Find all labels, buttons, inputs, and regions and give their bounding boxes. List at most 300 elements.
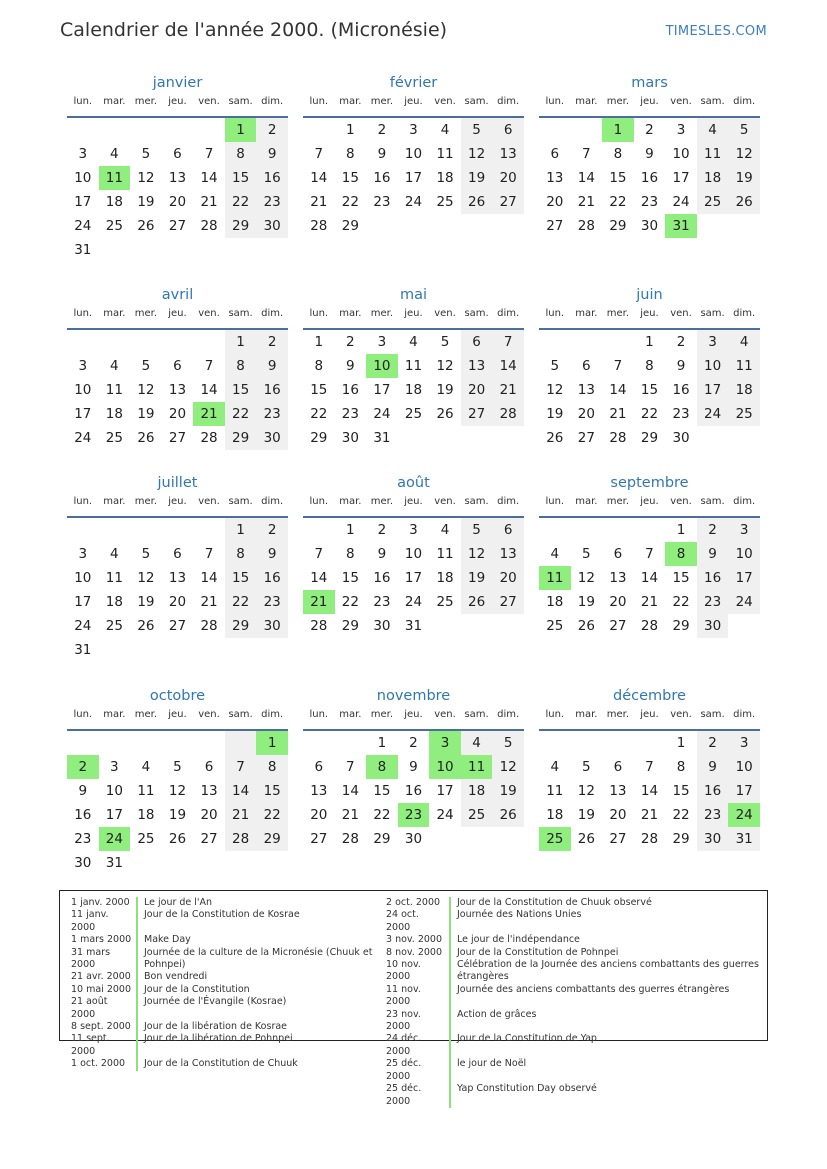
day-cell[interactable]: 31 <box>728 827 760 851</box>
day-cell[interactable]: 14 <box>640 783 659 799</box>
day-cell[interactable]: 29 <box>310 430 328 446</box>
day-cell[interactable]: 24 <box>74 430 92 446</box>
day-cell[interactable]: 20 <box>310 807 328 823</box>
day-cell[interactable]: 3 <box>728 731 760 755</box>
day-cell[interactable]: 10 <box>404 546 423 562</box>
day-cell[interactable]: 15 <box>373 783 391 799</box>
day-cell[interactable]: 10 <box>404 146 423 162</box>
day-cell[interactable]: 4 <box>110 146 119 162</box>
day-cell[interactable]: 17 <box>105 807 123 823</box>
day-cell[interactable]: 8 <box>225 142 257 166</box>
day-cell[interactable]: 24 <box>697 402 729 426</box>
day-cell[interactable]: 29 <box>225 614 257 638</box>
day-cell[interactable]: 18 <box>728 378 760 402</box>
day-cell[interactable]: 9 <box>346 358 355 374</box>
day-cell[interactable]: 13 <box>492 142 524 166</box>
day-cell[interactable]: 17 <box>672 170 690 186</box>
day-cell[interactable]: 20 <box>168 194 187 210</box>
day-cell[interactable]: 10 <box>728 755 760 779</box>
day-cell[interactable]: 12 <box>728 142 760 166</box>
holiday-day[interactable]: 1 <box>256 731 288 755</box>
day-cell[interactable]: 28 <box>577 218 595 234</box>
day-cell[interactable]: 26 <box>436 406 454 422</box>
day-cell[interactable]: 7 <box>613 358 623 374</box>
day-cell[interactable]: 2 <box>256 330 288 354</box>
day-cell[interactable]: 7 <box>204 546 214 562</box>
day-cell[interactable]: 10 <box>74 570 92 586</box>
day-cell[interactable]: 18 <box>105 594 123 610</box>
day-cell[interactable]: 27 <box>492 190 524 214</box>
day-cell[interactable]: 21 <box>200 594 218 610</box>
day-cell[interactable]: 16 <box>74 807 92 823</box>
day-cell[interactable]: 27 <box>168 618 187 634</box>
day-cell[interactable]: 9 <box>78 783 88 799</box>
day-cell[interactable]: 31 <box>74 242 92 258</box>
day-cell[interactable]: 5 <box>141 358 151 374</box>
day-cell[interactable]: 22 <box>341 194 359 210</box>
day-cell[interactable]: 26 <box>461 590 493 614</box>
day-cell[interactable]: 23 <box>256 402 288 426</box>
day-cell[interactable]: 17 <box>697 378 729 402</box>
day-cell[interactable]: 12 <box>137 170 155 186</box>
day-cell[interactable]: 7 <box>204 146 214 162</box>
day-cell[interactable]: 28 <box>640 831 659 847</box>
day-cell[interactable]: 6 <box>173 546 182 562</box>
day-cell[interactable]: 10 <box>74 170 92 186</box>
day-cell[interactable]: 18 <box>546 807 564 823</box>
day-cell[interactable]: 20 <box>461 378 493 402</box>
day-cell[interactable]: 29 <box>256 827 288 851</box>
day-cell[interactable]: 19 <box>492 779 524 803</box>
day-cell[interactable]: 23 <box>373 194 391 210</box>
day-cell[interactable]: 27 <box>310 831 328 847</box>
day-cell[interactable]: 18 <box>697 166 729 190</box>
day-cell[interactable]: 30 <box>341 430 359 446</box>
holiday-day[interactable]: 1 <box>225 118 257 142</box>
day-cell[interactable]: 9 <box>256 354 288 378</box>
day-cell[interactable]: 26 <box>137 618 155 634</box>
day-cell[interactable]: 27 <box>492 590 524 614</box>
day-cell[interactable]: 11 <box>436 546 454 562</box>
day-cell[interactable]: 3 <box>409 122 418 138</box>
day-cell[interactable]: 25 <box>728 402 760 426</box>
day-cell[interactable]: 15 <box>256 779 288 803</box>
day-cell[interactable]: 29 <box>609 218 627 234</box>
day-cell[interactable]: 5 <box>550 358 560 374</box>
day-cell[interactable]: 6 <box>613 546 623 562</box>
day-cell[interactable]: 13 <box>200 783 218 799</box>
day-cell[interactable]: 9 <box>377 146 387 162</box>
holiday-day[interactable]: 2 <box>67 755 99 779</box>
holiday-day[interactable]: 24 <box>728 803 760 827</box>
day-cell[interactable]: 6 <box>173 146 182 162</box>
day-cell[interactable]: 16 <box>640 170 659 186</box>
day-cell[interactable]: 5 <box>728 118 760 142</box>
day-cell[interactable]: 17 <box>373 382 391 398</box>
day-cell[interactable]: 25 <box>436 594 454 610</box>
day-cell[interactable]: 4 <box>110 358 119 374</box>
day-cell[interactable]: 25 <box>404 406 423 422</box>
day-cell[interactable]: 20 <box>492 166 524 190</box>
day-cell[interactable]: 23 <box>697 590 729 614</box>
day-cell[interactable]: 16 <box>256 566 288 590</box>
day-cell[interactable]: 2 <box>645 122 654 138</box>
day-cell[interactable]: 25 <box>105 218 123 234</box>
day-cell[interactable]: 20 <box>546 194 564 210</box>
day-cell[interactable]: 6 <box>461 330 493 354</box>
day-cell[interactable]: 6 <box>492 518 524 542</box>
day-cell[interactable]: 6 <box>314 759 324 775</box>
day-cell[interactable]: 9 <box>645 146 654 162</box>
day-cell[interactable]: 11 <box>105 570 123 586</box>
day-cell[interactable]: 15 <box>640 382 659 398</box>
day-cell[interactable]: 29 <box>672 831 690 847</box>
day-cell[interactable]: 20 <box>168 594 187 610</box>
day-cell[interactable]: 1 <box>346 522 355 538</box>
day-cell[interactable]: 8 <box>346 546 355 562</box>
holiday-day[interactable]: 25 <box>539 827 571 851</box>
day-cell[interactable]: 12 <box>577 570 595 586</box>
day-cell[interactable]: 9 <box>377 546 387 562</box>
day-cell[interactable]: 28 <box>609 430 627 446</box>
day-cell[interactable]: 22 <box>672 594 690 610</box>
day-cell[interactable]: 17 <box>404 170 423 186</box>
day-cell[interactable]: 11 <box>436 146 454 162</box>
day-cell[interactable]: 25 <box>105 430 123 446</box>
day-cell[interactable]: 21 <box>225 803 257 827</box>
holiday-day[interactable]: 23 <box>398 803 430 827</box>
day-cell[interactable]: 8 <box>225 542 257 566</box>
day-cell[interactable]: 26 <box>546 430 564 446</box>
day-cell[interactable]: 4 <box>728 330 760 354</box>
day-cell[interactable]: 16 <box>697 779 729 803</box>
day-cell[interactable]: 22 <box>341 594 359 610</box>
day-cell[interactable]: 16 <box>256 378 288 402</box>
day-cell[interactable]: 31 <box>373 430 391 446</box>
holiday-day[interactable]: 3 <box>429 731 461 755</box>
day-cell[interactable]: 9 <box>697 542 729 566</box>
day-cell[interactable]: 9 <box>256 142 288 166</box>
day-cell[interactable]: 4 <box>409 334 418 350</box>
day-cell[interactable]: 4 <box>141 759 151 775</box>
day-cell[interactable]: 12 <box>137 382 155 398</box>
day-cell[interactable]: 17 <box>728 779 760 803</box>
day-cell[interactable]: 10 <box>728 542 760 566</box>
day-cell[interactable]: 16 <box>697 566 729 590</box>
day-cell[interactable]: 22 <box>609 194 627 210</box>
day-cell[interactable]: 25 <box>461 803 493 827</box>
day-cell[interactable]: 1 <box>377 735 387 751</box>
day-cell[interactable]: 24 <box>672 194 690 210</box>
day-cell[interactable]: 11 <box>137 783 155 799</box>
day-cell[interactable]: 27 <box>577 430 595 446</box>
day-cell[interactable]: 9 <box>256 542 288 566</box>
day-cell[interactable]: 17 <box>436 783 454 799</box>
day-cell[interactable]: 26 <box>728 190 760 214</box>
day-cell[interactable]: 13 <box>577 382 595 398</box>
day-cell[interactable]: 22 <box>225 590 257 614</box>
day-cell[interactable]: 16 <box>373 570 391 586</box>
site-link[interactable]: TIMESLES.COM <box>665 24 767 39</box>
day-cell[interactable]: 4 <box>550 759 560 775</box>
day-cell[interactable]: 2 <box>676 334 686 350</box>
day-cell[interactable]: 5 <box>440 334 450 350</box>
day-cell[interactable]: 18 <box>546 594 564 610</box>
holiday-day[interactable]: 10 <box>429 755 461 779</box>
holiday-day[interactable]: 8 <box>366 755 398 779</box>
day-cell[interactable]: 4 <box>550 546 560 562</box>
day-cell[interactable]: 20 <box>577 406 595 422</box>
day-cell[interactable]: 2 <box>256 518 288 542</box>
holiday-day[interactable]: 11 <box>461 755 493 779</box>
day-cell[interactable]: 24 <box>404 194 423 210</box>
day-cell[interactable]: 19 <box>137 594 155 610</box>
day-cell[interactable]: 3 <box>377 334 387 350</box>
day-cell[interactable]: 14 <box>200 170 218 186</box>
day-cell[interactable]: 2 <box>697 518 729 542</box>
day-cell[interactable]: 19 <box>577 594 595 610</box>
day-cell[interactable]: 15 <box>225 166 257 190</box>
day-cell[interactable]: 19 <box>546 406 564 422</box>
day-cell[interactable]: 15 <box>225 566 257 590</box>
day-cell[interactable]: 25 <box>546 618 564 634</box>
day-cell[interactable]: 7 <box>314 146 324 162</box>
day-cell[interactable]: 3 <box>78 146 88 162</box>
day-cell[interactable]: 19 <box>461 166 493 190</box>
day-cell[interactable]: 6 <box>492 118 524 142</box>
day-cell[interactable]: 10 <box>74 382 92 398</box>
day-cell[interactable]: 8 <box>256 755 288 779</box>
day-cell[interactable]: 23 <box>672 406 690 422</box>
day-cell[interactable]: 18 <box>461 779 493 803</box>
day-cell[interactable]: 28 <box>200 618 218 634</box>
day-cell[interactable]: 30 <box>74 855 92 871</box>
day-cell[interactable]: 15 <box>225 378 257 402</box>
day-cell[interactable]: 19 <box>577 807 595 823</box>
day-cell[interactable]: 31 <box>74 642 92 658</box>
day-cell[interactable]: 8 <box>225 354 257 378</box>
day-cell[interactable]: 14 <box>577 170 595 186</box>
day-cell[interactable]: 4 <box>697 118 729 142</box>
day-cell[interactable]: 28 <box>200 430 218 446</box>
day-cell[interactable]: 2 <box>409 735 418 751</box>
day-cell[interactable]: 21 <box>492 378 524 402</box>
day-cell[interactable]: 15 <box>672 783 690 799</box>
day-cell[interactable]: 12 <box>461 542 493 566</box>
day-cell[interactable]: 9 <box>676 358 686 374</box>
day-cell[interactable]: 23 <box>256 590 288 614</box>
day-cell[interactable]: 21 <box>310 194 328 210</box>
day-cell[interactable]: 17 <box>74 594 92 610</box>
holiday-day[interactable]: 11 <box>539 566 571 590</box>
day-cell[interactable]: 5 <box>492 731 524 755</box>
day-cell[interactable]: 14 <box>609 382 627 398</box>
day-cell[interactable]: 1 <box>225 330 257 354</box>
day-cell[interactable]: 6 <box>204 759 214 775</box>
day-cell[interactable]: 26 <box>577 618 595 634</box>
day-cell[interactable]: 26 <box>461 190 493 214</box>
day-cell[interactable]: 24 <box>373 406 391 422</box>
day-cell[interactable]: 12 <box>436 358 454 374</box>
day-cell[interactable]: 13 <box>492 542 524 566</box>
day-cell[interactable]: 4 <box>440 522 450 538</box>
day-cell[interactable]: 7 <box>645 546 654 562</box>
day-cell[interactable]: 11 <box>404 358 423 374</box>
day-cell[interactable]: 16 <box>256 166 288 190</box>
day-cell[interactable]: 21 <box>577 194 595 210</box>
day-cell[interactable]: 5 <box>461 518 493 542</box>
day-cell[interactable]: 11 <box>105 382 123 398</box>
day-cell[interactable]: 29 <box>672 618 690 634</box>
day-cell[interactable]: 15 <box>341 570 359 586</box>
day-cell[interactable]: 5 <box>461 118 493 142</box>
day-cell[interactable]: 23 <box>697 803 729 827</box>
day-cell[interactable]: 13 <box>168 570 187 586</box>
day-cell[interactable]: 8 <box>676 759 686 775</box>
day-cell[interactable]: 15 <box>609 170 627 186</box>
day-cell[interactable]: 12 <box>137 570 155 586</box>
day-cell[interactable]: 2 <box>377 522 387 538</box>
day-cell[interactable]: 14 <box>310 570 328 586</box>
day-cell[interactable]: 28 <box>640 618 659 634</box>
day-cell[interactable]: 17 <box>74 194 92 210</box>
day-cell[interactable]: 16 <box>341 382 359 398</box>
day-cell[interactable]: 28 <box>310 618 328 634</box>
day-cell[interactable]: 6 <box>582 358 591 374</box>
day-cell[interactable]: 25 <box>436 194 454 210</box>
day-cell[interactable]: 20 <box>200 807 218 823</box>
day-cell[interactable]: 24 <box>404 594 423 610</box>
day-cell[interactable]: 19 <box>728 166 760 190</box>
holiday-day[interactable]: 21 <box>193 402 225 426</box>
day-cell[interactable]: 3 <box>110 759 119 775</box>
day-cell[interactable]: 24 <box>436 807 454 823</box>
day-cell[interactable]: 5 <box>141 546 151 562</box>
day-cell[interactable]: 25 <box>697 190 729 214</box>
day-cell[interactable]: 14 <box>200 570 218 586</box>
holiday-day[interactable]: 11 <box>99 166 131 190</box>
day-cell[interactable]: 29 <box>341 618 359 634</box>
day-cell[interactable]: 14 <box>341 783 359 799</box>
day-cell[interactable]: 14 <box>200 382 218 398</box>
day-cell[interactable]: 10 <box>697 354 729 378</box>
day-cell[interactable]: 30 <box>256 614 288 638</box>
day-cell[interactable]: 4 <box>110 546 119 562</box>
day-cell[interactable]: 13 <box>461 354 493 378</box>
day-cell[interactable]: 11 <box>546 783 564 799</box>
day-cell[interactable]: 20 <box>168 406 187 422</box>
day-cell[interactable]: 22 <box>225 402 257 426</box>
day-cell[interactable]: 30 <box>672 430 690 446</box>
day-cell[interactable]: 9 <box>409 759 418 775</box>
day-cell[interactable]: 21 <box>640 807 659 823</box>
day-cell[interactable]: 8 <box>645 358 654 374</box>
day-cell[interactable]: 2 <box>256 118 288 142</box>
day-cell[interactable]: 8 <box>314 358 324 374</box>
holiday-day[interactable]: 8 <box>665 542 697 566</box>
day-cell[interactable]: 13 <box>609 783 627 799</box>
day-cell[interactable]: 26 <box>137 218 155 234</box>
day-cell[interactable]: 7 <box>582 146 591 162</box>
day-cell[interactable]: 30 <box>640 218 659 234</box>
day-cell[interactable]: 15 <box>310 382 328 398</box>
day-cell[interactable]: 26 <box>137 430 155 446</box>
day-cell[interactable]: 2 <box>346 334 355 350</box>
day-cell[interactable]: 18 <box>137 807 155 823</box>
day-cell[interactable]: 23 <box>256 190 288 214</box>
day-cell[interactable]: 15 <box>672 570 690 586</box>
day-cell[interactable]: 9 <box>697 755 729 779</box>
day-cell[interactable]: 5 <box>141 146 151 162</box>
day-cell[interactable]: 1 <box>676 522 686 538</box>
day-cell[interactable]: 6 <box>173 358 182 374</box>
day-cell[interactable]: 7 <box>346 759 355 775</box>
holiday-day[interactable]: 1 <box>602 118 634 142</box>
day-cell[interactable]: 3 <box>697 330 729 354</box>
day-cell[interactable]: 17 <box>74 406 92 422</box>
day-cell[interactable]: 4 <box>440 122 450 138</box>
day-cell[interactable]: 20 <box>609 807 627 823</box>
day-cell[interactable]: 30 <box>256 426 288 450</box>
day-cell[interactable]: 16 <box>373 170 391 186</box>
day-cell[interactable]: 12 <box>168 783 187 799</box>
day-cell[interactable]: 23 <box>373 594 391 610</box>
day-cell[interactable]: 1 <box>346 122 355 138</box>
day-cell[interactable]: 1 <box>225 518 257 542</box>
day-cell[interactable]: 30 <box>256 214 288 238</box>
day-cell[interactable]: 12 <box>461 142 493 166</box>
day-cell[interactable]: 5 <box>582 759 591 775</box>
day-cell[interactable]: 18 <box>436 570 454 586</box>
holiday-day[interactable]: 21 <box>303 590 335 614</box>
day-cell[interactable]: 29 <box>225 214 257 238</box>
day-cell[interactable]: 27 <box>609 618 627 634</box>
day-cell[interactable]: 25 <box>137 831 155 847</box>
day-cell[interactable]: 12 <box>546 382 564 398</box>
day-cell[interactable]: 29 <box>640 430 659 446</box>
day-cell[interactable]: 19 <box>168 807 187 823</box>
day-cell[interactable]: 29 <box>225 426 257 450</box>
day-cell[interactable]: 22 <box>256 803 288 827</box>
day-cell[interactable]: 29 <box>341 218 359 234</box>
holiday-day[interactable]: 31 <box>665 214 697 238</box>
day-cell[interactable]: 22 <box>310 406 328 422</box>
day-cell[interactable]: 3 <box>676 122 686 138</box>
day-cell[interactable]: 7 <box>314 546 324 562</box>
day-cell[interactable]: 22 <box>373 807 391 823</box>
day-cell[interactable]: 3 <box>409 522 418 538</box>
day-cell[interactable]: 22 <box>672 807 690 823</box>
day-cell[interactable]: 19 <box>137 194 155 210</box>
day-cell[interactable]: 30 <box>404 831 423 847</box>
day-cell[interactable]: 20 <box>492 566 524 590</box>
day-cell[interactable]: 14 <box>225 779 257 803</box>
day-cell[interactable]: 3 <box>728 518 760 542</box>
day-cell[interactable]: 10 <box>105 783 123 799</box>
day-cell[interactable]: 6 <box>613 759 623 775</box>
day-cell[interactable]: 3 <box>78 546 88 562</box>
day-cell[interactable]: 1 <box>676 735 686 751</box>
holiday-day[interactable]: 24 <box>99 827 131 851</box>
day-cell[interactable]: 19 <box>436 382 454 398</box>
day-cell[interactable]: 27 <box>200 831 218 847</box>
day-cell[interactable]: 19 <box>137 406 155 422</box>
day-cell[interactable]: 30 <box>373 618 391 634</box>
day-cell[interactable]: 8 <box>613 146 623 162</box>
day-cell[interactable]: 28 <box>492 402 524 426</box>
day-cell[interactable]: 21 <box>640 594 659 610</box>
day-cell[interactable]: 23 <box>74 831 92 847</box>
